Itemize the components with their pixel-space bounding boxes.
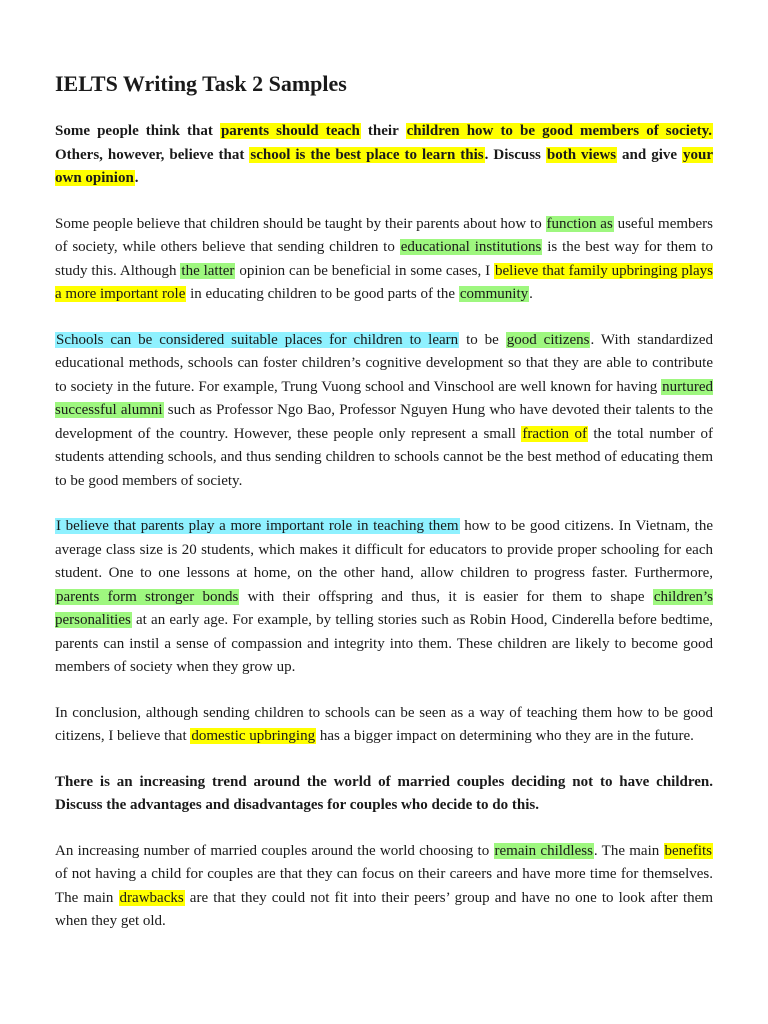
highlighted-phrase: the latter <box>181 262 235 279</box>
essay-introduction <box>55 213 713 307</box>
highlighted-phrase: your own opinion <box>55 146 714 186</box>
text-run: their <box>360 123 406 139</box>
highlighted-phrase: benefits <box>664 842 712 859</box>
highlighted-phrase: community <box>459 286 529 302</box>
highlighted-phrase: drawbacks <box>119 889 184 906</box>
text-run: opinion can be beneficial in some cases, I <box>235 262 495 279</box>
document-title: IELTS Writing Task 2 Samples <box>55 71 347 96</box>
text-run: . The main <box>593 842 664 859</box>
text-run: has a bigger impact on determining who they are in the future. <box>316 728 694 744</box>
text-run: Some people believe that children should be taught by their parents about how to <box>55 215 546 232</box>
highlighted-phrase: I believe that parents play a more important role in teaching them <box>56 518 459 534</box>
text-run: An increasing number of married couples around the world choosing to <box>55 842 494 859</box>
highlighted-phrase: nurtured successful alumni <box>55 378 713 418</box>
text-run: In conclusion, although sending children to schools can be seen as a way of teaching them how to be good citizens, I believe that <box>55 704 713 744</box>
highlighted-phrase: domestic upbringing <box>191 728 316 744</box>
text-run: . Discuss <box>484 146 546 163</box>
text-run: in educating children to be good parts of the <box>186 286 459 302</box>
highlighted-phrase: fraction of <box>522 425 587 442</box>
text-run: such as Professor Ngo Bao, Professor Nguyen Hung who have devoted their talents to the development of the country. However, these people only represent a small <box>55 402 713 442</box>
highlighted-phrase: children how to be good members of society. <box>406 123 713 139</box>
text-run: Some people think that <box>55 123 220 139</box>
text-run: with their offspring and thus, it is easier for them to shape <box>239 588 653 605</box>
highlighted-phrase: remain childless <box>494 842 593 859</box>
text-run: is the best way for them to study this. Although <box>55 239 713 279</box>
highlighted-phrase: parents should teach <box>220 123 360 139</box>
text-run: at an early age. For example, by telling stories such as Robin Hood, Cinderella before bedtime, parents can instil a sense of compassion and integrity into them. These children are likely to become good members of society when they grow up. <box>55 612 713 675</box>
text-run: Others, however, believe that <box>55 146 250 163</box>
highlighted-phrase: educational institutions <box>400 239 542 255</box>
text-run: how to be good citizens. In Vietnam, the average class size is 20 students, which makes it difficult for educators to provide proper schooling for each student. One to one lessons at home, on the other hand, allow children to progress faster. Furthermore, <box>55 518 713 581</box>
text-run: of not having a child for couples are that they can focus on their careers and have more time for themselves. The main <box>55 866 713 906</box>
essay-body-paragraph-1 <box>55 329 713 494</box>
text-run: are that they could not fit into their peers’ group and have no one to look after them when they get old. <box>55 889 713 929</box>
highlighted-phrase: both views <box>546 146 617 163</box>
essay-body-paragraph-2 <box>55 515 713 680</box>
highlighted-phrase: school is the best place to learn this <box>250 146 484 163</box>
text-run: . <box>529 286 533 302</box>
highlighted-phrase: good citizens <box>506 331 590 348</box>
task-question-2 <box>55 771 713 818</box>
text-run: . With standardized educational methods, schools can foster children’s cognitive development so that they are able to contribute to society in the future. For example, Trung Vuong school and Vinschool are well known for having <box>55 331 713 395</box>
essay-conclusion <box>55 702 713 749</box>
text-run: to be <box>459 331 506 348</box>
text-run: useful members of society, while others believe that sending children to <box>55 215 714 255</box>
text-run: . <box>134 170 139 186</box>
highlighted-phrase: function as <box>546 215 613 232</box>
text-run: There is an increasing trend around the world of married couples deciding not to have children. Discuss the advantages and disadvantages for couples who decide to do this. <box>55 773 713 813</box>
highlighted-phrase: Schools can be considered suitable places for children to learn <box>56 331 459 348</box>
essay-2-introduction <box>55 840 713 934</box>
highlighted-phrase: parents form stronger bonds <box>56 588 239 605</box>
text-run: and give <box>617 146 683 163</box>
highlighted-phrase: children’s personalities <box>55 588 714 628</box>
task-question-1 <box>55 120 713 191</box>
highlighted-phrase: believe that family upbringing plays a more important role <box>55 262 713 302</box>
text-run: the total number of students attending schools, and thus sending children to schools cannot be the best method of educating them to be good members of society. <box>55 425 713 489</box>
